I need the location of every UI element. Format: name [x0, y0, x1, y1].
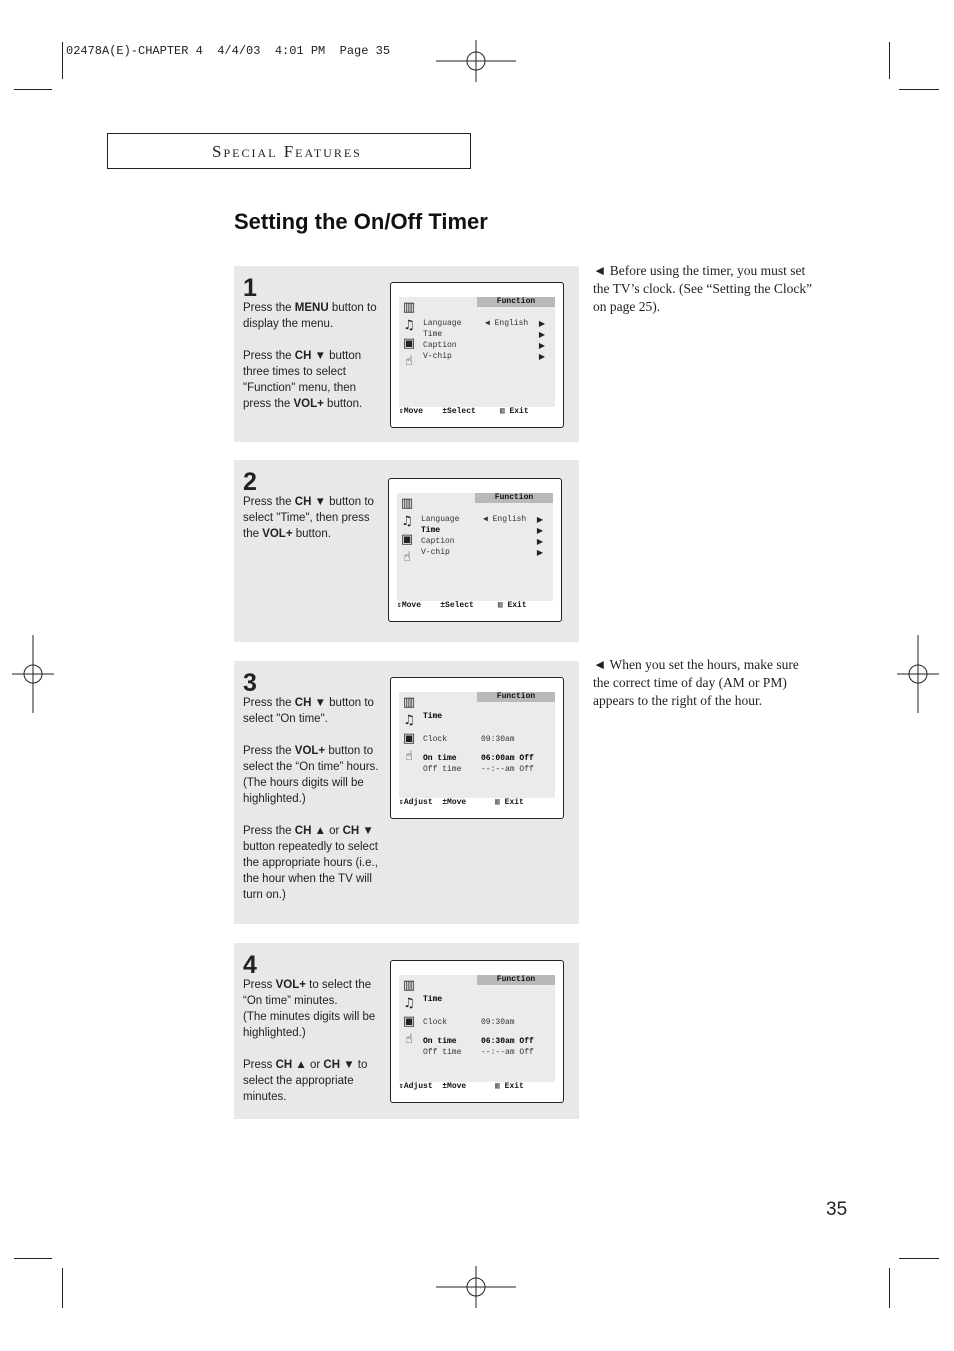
menu-row-label: Language [423, 319, 462, 328]
sound-icon: ♫ [403, 318, 415, 333]
menu-help-bar: ⇕Adjust ±Move ▥ Exit [399, 1082, 555, 1092]
menu-row-on-time [423, 1037, 549, 1047]
page-number: 35 [826, 1199, 848, 1220]
menu-row-vchip [423, 352, 549, 362]
menu-row-label: Time [421, 526, 441, 535]
menu-row-value: --:--am Off [481, 1048, 534, 1057]
menu-row-time-selected [421, 526, 547, 536]
step-instructions: Press VOL+ to select the “On time” minutes. (The minutes digits will be highlighted.) Press CH ▲ or CH ▼ to select the appropriate minutes. [243, 979, 376, 1103]
menu-row-value: 09:30am [481, 1018, 515, 1027]
menu-help-bar: ⇕Move ±Select ▥ Exit [397, 601, 553, 611]
menu-row-language [423, 319, 549, 329]
menu-row-label: Off time [423, 1048, 462, 1057]
menu-title: Function [477, 692, 555, 702]
arrow-right-icon: ▶ [538, 341, 545, 350]
menu-row-clock [423, 735, 549, 745]
function-icon: ☝ [405, 1032, 413, 1047]
menu-panel [397, 493, 553, 611]
menu-title: Function [475, 493, 553, 503]
menu-row-value: 06:30am Off [481, 1037, 534, 1046]
arrow-right-icon: ▶ [536, 515, 543, 524]
picture-icon: ▥ [400, 496, 414, 511]
step-instructions: Press the CH ▼ button to select "Time", then press the VOL+ button. [243, 496, 374, 540]
menu-row-label: Caption [423, 341, 457, 350]
menu-row-label: On time [423, 754, 457, 763]
crop-mark [889, 42, 890, 79]
step-4-panel [234, 943, 579, 1119]
crop-mark [62, 42, 63, 79]
menu-row-off-time [423, 1048, 549, 1058]
arrow-right-icon: ▶ [536, 537, 543, 546]
menu-row-value: ◀ English [485, 319, 529, 328]
note-set-clock: ◄ Before using the timer, you must set the TV’s clock. (See “Setting the Clock” on page 25). [593, 263, 813, 314]
menu-title: Function [477, 975, 555, 985]
sound-icon: ♫ [401, 514, 413, 529]
crop-mark [14, 89, 52, 90]
note-am-pm: ◄ When you set the hours, make sure the correct time of day (AM or PM) appears to the right of the hour. [593, 657, 799, 708]
arrow-right-icon: ▶ [536, 526, 543, 535]
menu-icon-column [399, 692, 419, 796]
menu-panel [399, 975, 555, 1092]
menu-icon-column [399, 297, 419, 405]
function-icon: ☝ [403, 550, 411, 565]
tv-menu-screen [390, 677, 564, 819]
step-number: 4 [243, 951, 257, 979]
menu-row-label: Clock [423, 1018, 448, 1027]
menu-help-bar: ⇕Move ±Select ▥ Exit [399, 407, 555, 417]
menu-icon-column [397, 493, 417, 599]
menu-row-vchip [421, 548, 547, 558]
menu-row-caption [423, 341, 549, 351]
menu-title: Function [477, 297, 555, 307]
menu-row-label: V-chip [423, 352, 452, 361]
step-1-panel [234, 266, 579, 442]
menu-row-language [421, 515, 547, 525]
menu-row-value: 09:30am [481, 735, 515, 744]
sound-icon: ♫ [403, 996, 415, 1011]
crop-mark [899, 89, 939, 90]
menu-row-label: Language [421, 515, 460, 524]
menu-row-value: 06:00am Off [481, 754, 534, 763]
menu-row-value: --:--am Off [481, 765, 534, 774]
print-slug: 02478A(E)-CHAPTER 4 4/4/03 4:01 PM Page 35 [66, 44, 391, 58]
section-header-box [107, 133, 471, 169]
step-2-panel [234, 460, 579, 642]
menu-row-label: Time [423, 330, 443, 339]
sound-icon: ♫ [403, 713, 415, 728]
registration-mark-left [12, 635, 54, 713]
registration-mark-top [436, 40, 516, 82]
crop-mark [899, 1258, 939, 1259]
tv-menu-screen [390, 960, 564, 1103]
menu-row-on-time [423, 754, 549, 764]
arrow-right-icon: ▶ [538, 330, 545, 339]
page-title: Setting the On/Off Timer [234, 209, 488, 234]
registration-mark-right [897, 635, 939, 713]
menu-panel [399, 692, 555, 808]
menu-row-time [423, 330, 549, 340]
menu-heading: Time [423, 712, 443, 721]
menu-row-label: Clock [423, 735, 448, 744]
menu-row-label: Off time [423, 765, 462, 774]
tv-menu-screen [390, 282, 564, 428]
crop-mark [14, 1258, 52, 1259]
menu-row-label: Caption [421, 537, 455, 546]
menu-row-off-time [423, 765, 549, 775]
tv-menu-screen [388, 478, 562, 622]
function-icon: ☝ [405, 749, 413, 764]
step-3-panel [234, 661, 579, 924]
picture-icon: ▥ [402, 695, 416, 710]
channel-icon: ▣ [402, 336, 416, 351]
picture-icon: ▥ [402, 978, 416, 993]
function-icon: ☝ [405, 354, 413, 369]
channel-icon: ▣ [402, 731, 416, 746]
menu-help-bar: ⇕Adjust ±Move ▥ Exit [399, 798, 555, 808]
step-instructions: Press the MENU button to display the menu. Press the CH ▼ button three times to select "Function" menu, then press the VOL+ button. [243, 302, 377, 410]
step-number: 3 [243, 669, 257, 697]
channel-icon: ▣ [402, 1014, 416, 1029]
menu-row-value: ◀ English [483, 515, 527, 524]
menu-row-label: On time [423, 1037, 457, 1046]
menu-row-label: V-chip [421, 548, 450, 557]
channel-icon: ▣ [400, 532, 414, 547]
section-title: Special Features [212, 142, 362, 161]
picture-icon: ▥ [402, 300, 416, 315]
menu-panel [399, 297, 555, 417]
step-number: 1 [243, 274, 257, 302]
crop-mark [62, 1268, 63, 1308]
crop-mark [889, 1268, 890, 1308]
step-number: 2 [243, 468, 257, 496]
arrow-right-icon: ▶ [538, 319, 545, 328]
menu-row-clock [423, 1018, 549, 1028]
registration-mark-bottom [436, 1266, 516, 1308]
arrow-right-icon: ▶ [538, 352, 545, 361]
step-instructions: Press the CH ▼ button to select "On time". Press the VOL+ button to select the “On time” hours. (The hours digits will be highlighted.) Press the CH ▲ or CH ▼ button repeatedly to select the appropriate hours (i.e., the hour when the TV will turn on.) [243, 697, 379, 901]
menu-row-caption [421, 537, 547, 547]
menu-icon-column [399, 975, 419, 1080]
arrow-right-icon: ▶ [536, 548, 543, 557]
menu-heading: Time [423, 995, 443, 1004]
